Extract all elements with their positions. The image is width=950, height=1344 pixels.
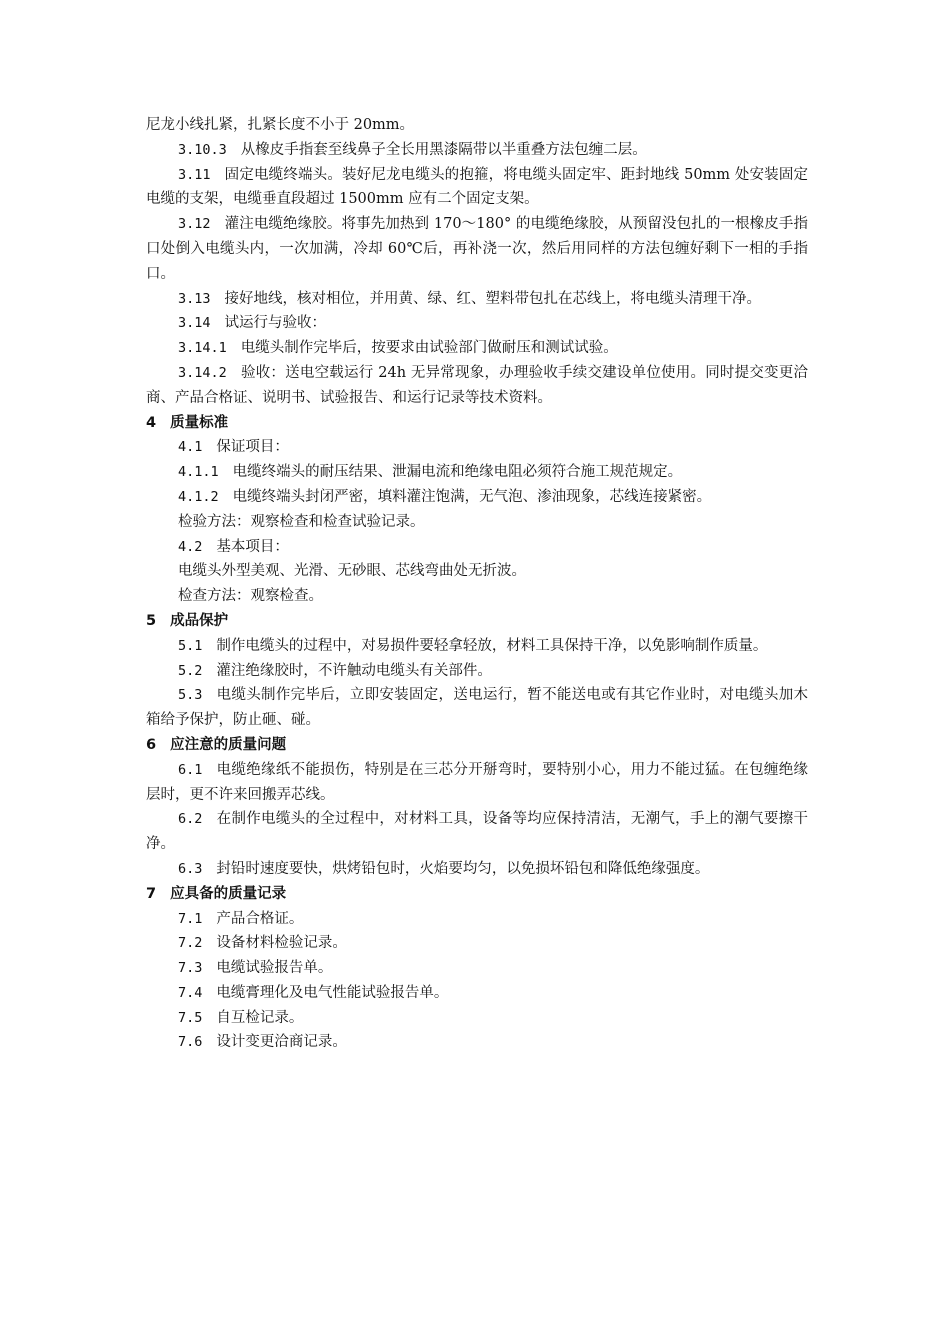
paragraph [146,113,808,138]
paragraph-text: 固定电缆终端头。装好尼龙电缆头的抱箍，将电缆头固定牢、距封地线 50mm 处安装固定电缆的支架，电缆垂直段超过 1500mm 应有二个固定支架。 [146,166,808,208]
paragraph [146,361,808,411]
clause-number: 4.1 [178,439,203,456]
paragraph [146,857,808,882]
paragraph [146,485,808,510]
paragraph [146,138,808,163]
clause-number: 7.1 [178,910,203,927]
clause-number: 4.1.1 [178,464,219,481]
paragraph [146,758,808,808]
clause-number: 3.11 [178,166,211,183]
clause-number: 6.2 [178,811,203,828]
paragraph-text: 电缆膏理化及电气性能试验报告单。 [216,984,449,1001]
document-page [146,113,808,1055]
clause-number: 7.6 [178,1034,203,1051]
section-number: 4 [146,414,157,431]
section-title: 质量标准 [170,414,229,431]
paragraph-text: 自互检记录。 [216,1009,304,1026]
section-title: 应具备的质量记录 [170,885,287,902]
section-heading [146,882,808,907]
paragraph-text: 试运行与验收： [224,315,327,332]
paragraph-text: 电缆终端头的耐压结果、泄漏电流和绝缘电阻必须符合施工规范规定。 [232,464,683,481]
paragraph-text: 灌注电缆绝缘胶。将事先加热到 170～180° 的电缆绝缘胶，从预留没包扎的一根橡皮手指口处倒入电缆头内，一次加满，冷却 60℃后，再补浇一次，然后用同样的方法包缠好剩下一相的手指口。 [146,216,808,282]
paragraph [146,981,808,1006]
clause-number: 7.4 [178,984,203,1001]
section-number: 6 [146,736,157,753]
paragraph-text: 电缆头外型美观、光滑、无砂眼、芯线弯曲处无折波。 [178,563,526,580]
paragraph-text: 保证项目： [216,439,289,456]
paragraph-text: 设计变更洽商记录。 [216,1034,347,1051]
paragraph [146,907,808,932]
paragraph [146,212,808,286]
paragraph-text: 封铅时速度要快，烘烤铅包时，火焰要均匀，以免损坏铅包和降低绝缘强度。 [216,860,710,877]
paragraph-text: 尼龙小线扎紧，扎紧长度不小于 20mm。 [146,117,415,133]
paragraph-text: 检查方法：观察检查。 [178,588,323,605]
paragraph [146,435,808,460]
paragraph-text: 电缆头制作完毕后，立即安装固定，送电运行，暂不能送电或有其它作业时，对电缆头加木箱给予保护，防止砸、碰。 [146,687,808,729]
paragraph [146,1006,808,1031]
paragraph-text: 在制作电缆头的全过程中，对材料工具，设备等均应保持清洁，无潮气，手上的潮气要擦干净。 [146,811,808,853]
clause-number: 3.10.3 [178,141,227,158]
paragraph [146,311,808,336]
paragraph [146,535,808,560]
paragraph [146,510,808,535]
section-number: 5 [146,612,157,629]
clause-number: 6.3 [178,860,203,877]
paragraph-text: 接好地线，核对相位，并用黄、绿、红、塑料带包扎在芯线上，将电缆头清理干净。 [224,290,762,307]
paragraph-text: 检验方法：观察检查和检查试验记录。 [178,513,425,530]
section-title: 应注意的质量问题 [170,736,287,753]
clause-number: 7.5 [178,1009,203,1026]
clause-number: 4.1.2 [178,488,219,505]
clause-number: 3.12 [178,216,211,233]
clause-number: 4.2 [178,538,203,555]
clause-number: 7.2 [178,935,203,952]
paragraph-text: 灌注绝缘胶时，不许触动电缆头有关部件。 [216,662,492,679]
section-number: 7 [146,885,157,902]
paragraph-text: 制作电缆头的过程中，对易损件要轻拿轻放，材料工具保持干净，以免影响制作质量。 [216,637,768,654]
paragraph-text: 基本项目： [216,538,289,555]
paragraph [146,659,808,684]
clause-number: 3.13 [178,290,211,307]
clause-number: 5.3 [178,687,203,704]
paragraph [146,956,808,981]
clause-number: 3.14.2 [178,364,227,381]
clause-number: 5.1 [178,637,203,654]
clause-number: 6.1 [178,761,203,778]
paragraph-text: 电缆终端头封闭严密，填料灌注饱满，无气泡、渗油现象，芯线连接紧密。 [232,488,712,505]
paragraph-text: 电缆绝缘纸不能损伤，特别是在三芯分开掰弯时，要特别小心，用力不能过猛。在包缠绝缘层时，更不许来回搬弄芯线。 [146,761,808,803]
paragraph [146,807,808,857]
paragraph [146,634,808,659]
section-heading [146,609,808,634]
paragraph [146,1030,808,1055]
paragraph [146,336,808,361]
clause-number: 5.2 [178,662,203,679]
clause-number: 3.14 [178,315,211,332]
clause-number: 3.14.1 [178,340,227,357]
paragraph [146,163,808,213]
clause-number: 7.3 [178,960,203,977]
paragraph-text: 电缆头制作完毕后，按要求由试验部门做耐压和测试试验。 [240,340,618,357]
section-heading [146,411,808,436]
paragraph [146,931,808,956]
paragraph [146,559,808,584]
section-title: 成品保护 [170,612,229,629]
paragraph-text: 设备材料检验记录。 [216,935,347,952]
paragraph-text: 电缆试验报告单。 [216,960,333,977]
paragraph [146,683,808,733]
section-heading [146,733,808,758]
paragraph [146,287,808,312]
paragraph-text: 产品合格证。 [216,910,304,927]
paragraph-text: 从橡皮手指套至线鼻子全长用黑漆隔带以半重叠方法包缠二层。 [240,141,647,158]
paragraph [146,584,808,609]
paragraph [146,460,808,485]
paragraph-text: 验收：送电空载运行 24h 无异常现象，办理验收手续交建设单位使用。同时提交变更洽商、产品合格证、说明书、试验报告、和运行记录等技术资料。 [146,364,808,406]
